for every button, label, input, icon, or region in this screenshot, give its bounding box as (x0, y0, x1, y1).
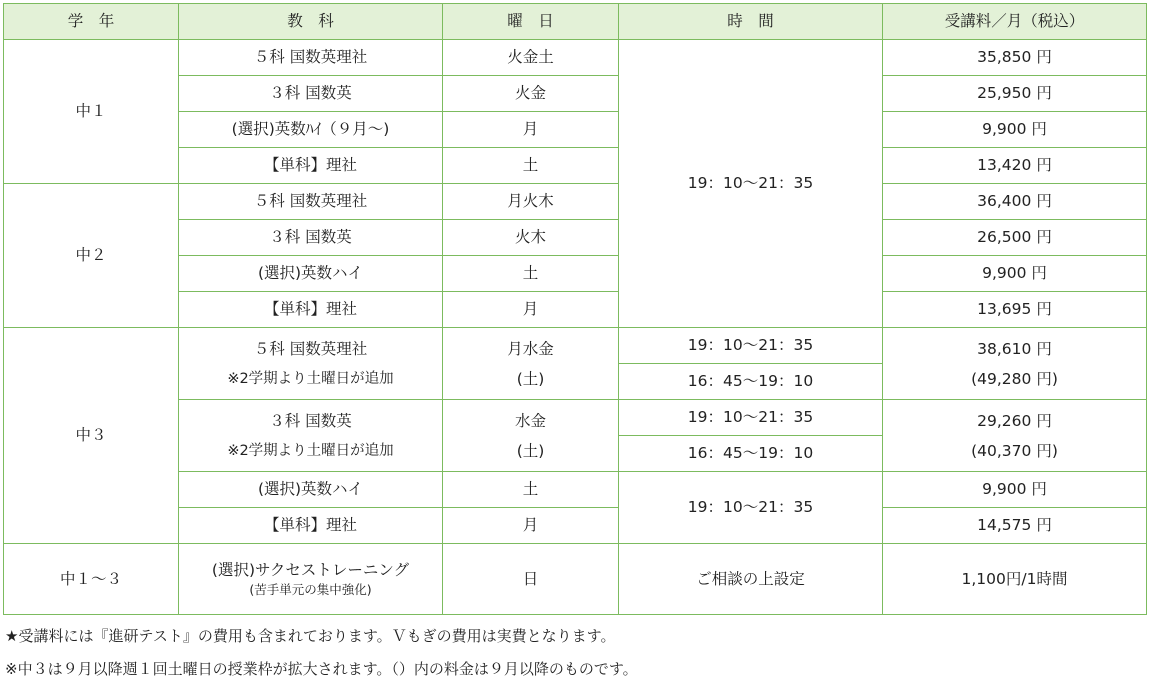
fee-cell (883, 328, 1147, 400)
fee-extra: (49,280 円) (971, 369, 1058, 388)
header-grade: 学 年 (4, 4, 179, 40)
fee-cell: 9,900 円 (883, 112, 1147, 148)
note-line: ※中３は９月以降週１回土曜日の授業枠が拡大されます。（）内の料金は９月以降のものです。 (5, 660, 638, 678)
fee-extra: (40,370 円) (971, 441, 1058, 460)
subject-label: ３科 国数英 (269, 411, 352, 430)
fee-cell: 36,400 円 (883, 184, 1147, 220)
day-cell: 月火木 (443, 184, 619, 220)
subject-cell (179, 400, 443, 472)
time-cell: 19：10～21：35 (619, 328, 883, 364)
note-line: ★受講料には『進研テスト』の費用も含まれております。Ｖもぎの費用は実費となります。 (5, 627, 616, 645)
day-cell: 月 (443, 508, 619, 544)
day-cell: 火木 (443, 220, 619, 256)
subject-cell: (選択)英数ハイ (179, 256, 443, 292)
subject-note: ※2学期より土曜日が追加 (227, 370, 394, 387)
time-cell-g3: 19：10～21：35 (619, 472, 883, 544)
fee-label: 38,610 円 (977, 339, 1052, 358)
fee-cell: 14,575 円 (883, 508, 1147, 544)
day-cell: 火金 (443, 76, 619, 112)
subject-cell: 【単科】理社 (179, 292, 443, 328)
day-cell: 土 (443, 472, 619, 508)
subject-cell (179, 544, 443, 615)
fee-cell (883, 400, 1147, 472)
subject-cell: (選択)英数ﾊｲ（９月～) (179, 112, 443, 148)
fee-cell: 25,950 円 (883, 76, 1147, 112)
day-extra: (土) (516, 369, 545, 388)
fee-cell: 9,900 円 (883, 472, 1147, 508)
day-cell: 火金土 (443, 40, 619, 76)
subject-cell: ５科 国数英理社 (179, 184, 443, 220)
subject-label: ５科 国数英理社 (253, 339, 368, 358)
subject-note: (苦手単元の集中強化) (249, 582, 372, 597)
subject-cell: ５科 国数英理社 (179, 40, 443, 76)
table-row (4, 328, 1147, 364)
table-header-row (4, 4, 1147, 40)
fee-cell: 26,500 円 (883, 220, 1147, 256)
fee-cell: 13,420 円 (883, 148, 1147, 184)
subject-cell: (選択)英数ハイ (179, 472, 443, 508)
subject-label: (選択)サクセストレーニング (211, 561, 410, 579)
fee-cell: 13,695 円 (883, 292, 1147, 328)
time-cell: ご相談の上設定 (619, 544, 883, 615)
day-extra: (土) (516, 441, 545, 460)
time-cell: 16：45～19：10 (619, 436, 883, 472)
grade-cell-g3: 中３ (4, 328, 179, 544)
day-label: 月水金 (507, 339, 554, 358)
subject-cell: 【単科】理社 (179, 508, 443, 544)
time-cell: 19：10～21：35 (619, 400, 883, 436)
fee-table (3, 3, 1147, 615)
fee-cell: 9,900 円 (883, 256, 1147, 292)
day-cell: 土 (443, 148, 619, 184)
subject-cell (179, 328, 443, 400)
header-subject: 教 科 (179, 4, 443, 40)
fee-cell: 35,850 円 (883, 40, 1147, 76)
header-time: 時 間 (619, 4, 883, 40)
day-label: 水金 (514, 411, 546, 430)
day-cell: 日 (443, 544, 619, 615)
time-cell-main: 19：10～21：35 (619, 40, 883, 328)
subject-cell: ３科 国数英 (179, 220, 443, 256)
grade-cell-g4: 中１～３ (4, 544, 179, 615)
table-row (4, 544, 1147, 615)
grade-cell-g2: 中２ (4, 184, 179, 328)
day-cell (443, 400, 619, 472)
notes (5, 620, 638, 686)
grade-cell-g1: 中１ (4, 40, 179, 184)
subject-cell: ３科 国数英 (179, 76, 443, 112)
day-cell (443, 328, 619, 400)
table-row (4, 40, 1147, 76)
subject-note: ※2学期より土曜日が追加 (227, 442, 394, 459)
day-cell: 土 (443, 256, 619, 292)
header-day: 曜 日 (443, 4, 619, 40)
fee-cell: 1,100円/1時間 (883, 544, 1147, 615)
subject-cell: 【単科】理社 (179, 148, 443, 184)
fee-label: 29,260 円 (977, 411, 1052, 430)
header-fee: 受講料／月（税込） (883, 4, 1147, 40)
time-cell: 16：45～19：10 (619, 364, 883, 400)
table-row (4, 184, 1147, 220)
day-cell: 月 (443, 292, 619, 328)
day-cell: 月 (443, 112, 619, 148)
